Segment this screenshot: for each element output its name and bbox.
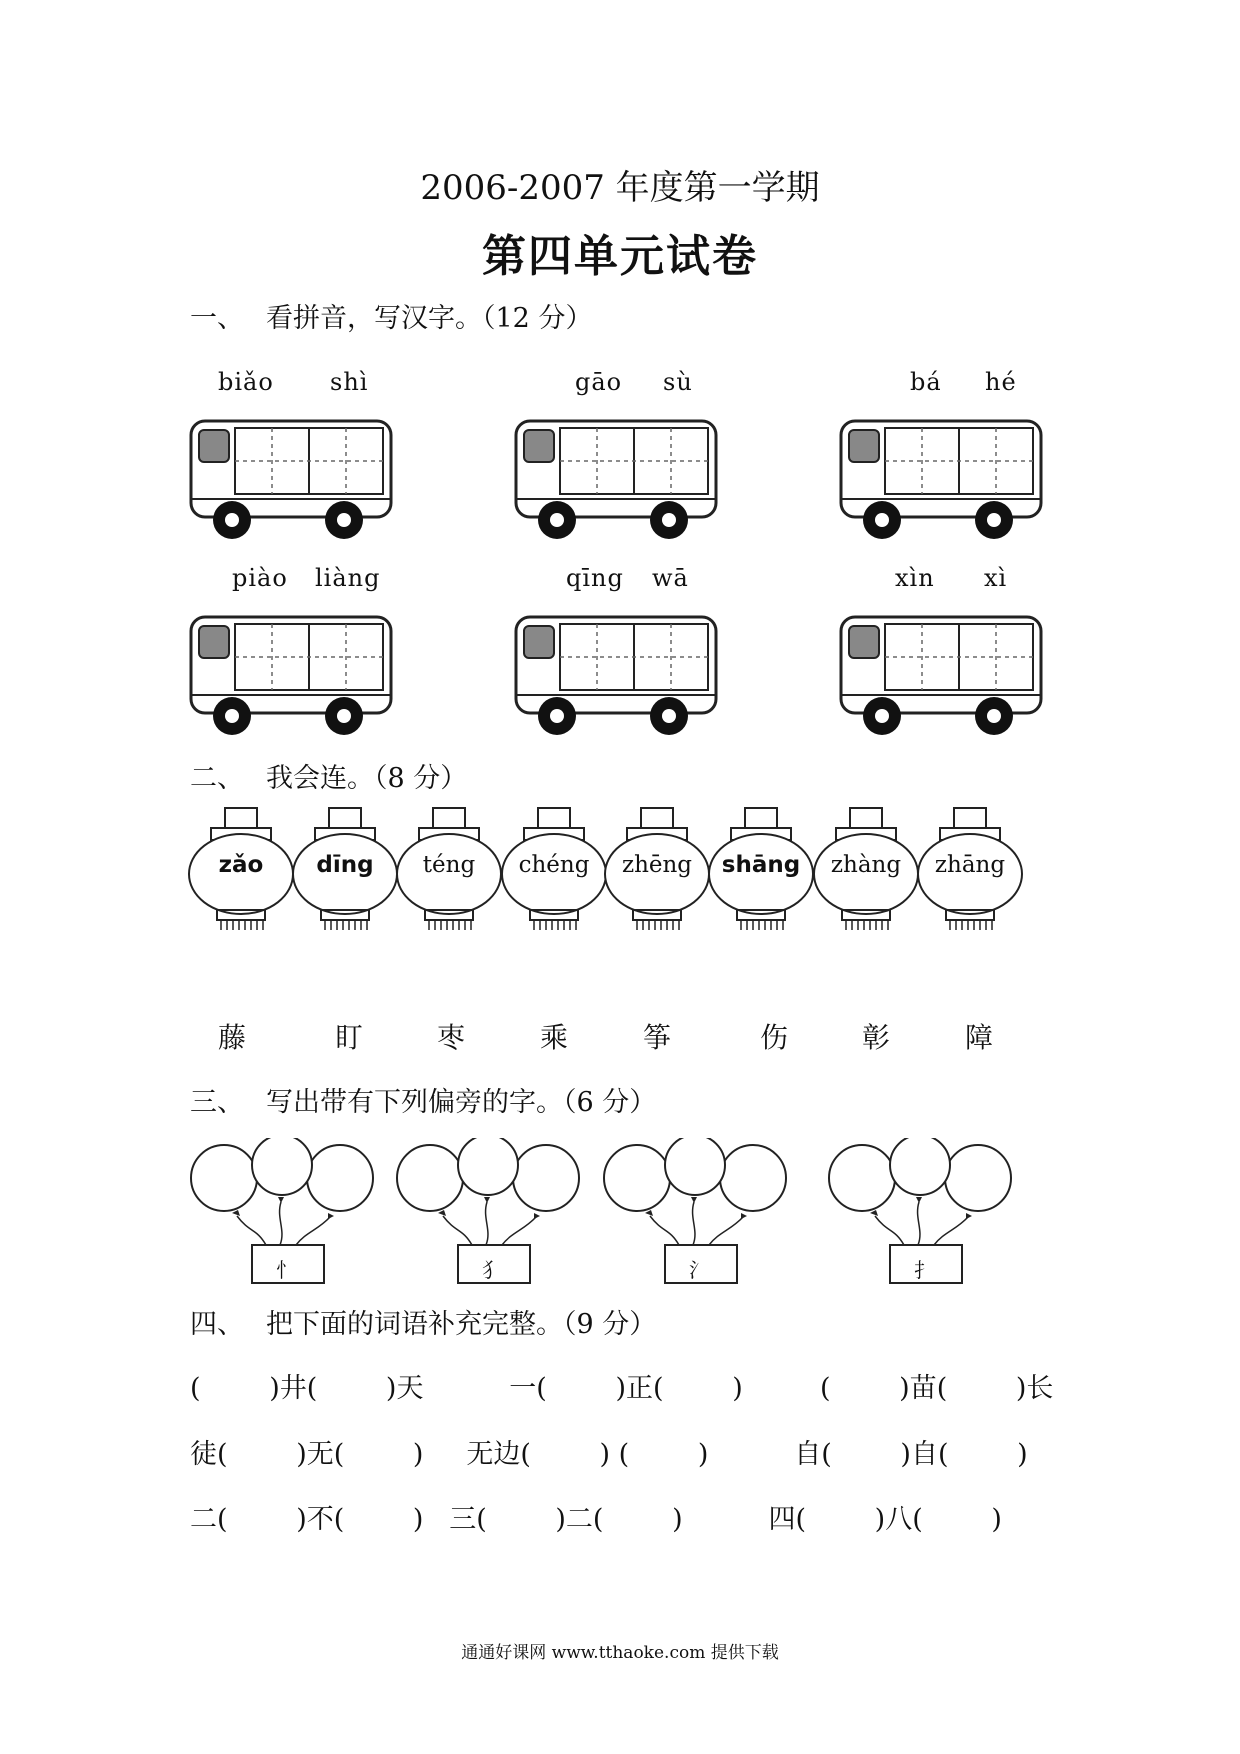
lantern-3[interactable] xyxy=(395,806,503,936)
pinyin-2b: sù xyxy=(663,368,693,396)
pinyin-1a: biǎo xyxy=(218,368,274,396)
lantern-pinyin: zhāng xyxy=(934,852,1006,878)
pinyin-5a: qīng xyxy=(566,564,624,592)
radical-label-1: 忄 xyxy=(276,1258,296,1282)
lantern-2[interactable] xyxy=(291,806,399,936)
lantern-pinyin: zǎo xyxy=(218,852,264,878)
fill-row-1[interactable]: ( )井( )天 一( )正( ) ( )苗( )长 xyxy=(190,1373,1054,1404)
lantern-1[interactable] xyxy=(187,806,295,936)
bus-writing-box-3[interactable] xyxy=(838,417,1048,545)
pinyin-2a: gāo xyxy=(575,368,623,396)
match-char-4[interactable]: 乘 xyxy=(540,1021,569,1054)
radical-label-2: 犭 xyxy=(482,1258,502,1282)
title-exam: 第四单元试卷 xyxy=(482,231,758,282)
pinyin-4a: piào xyxy=(232,564,288,592)
radical-label-3: 氵 xyxy=(689,1258,709,1282)
match-char-1[interactable]: 藤 xyxy=(218,1021,247,1054)
lantern-pinyin: téng xyxy=(422,852,476,878)
lantern-pinyin: shāng xyxy=(721,852,801,878)
lantern-7[interactable] xyxy=(812,806,920,936)
pinyin-1b: shì xyxy=(330,368,369,396)
section-number: 四、 xyxy=(190,1309,244,1340)
section-title: 把下面的词语补充完整。（9 分） xyxy=(266,1309,657,1340)
radical-label-4: 扌 xyxy=(914,1258,934,1282)
lantern-pinyin: zhēng xyxy=(621,852,693,878)
lantern-pinyin: dīng xyxy=(316,852,374,878)
lantern-pinyin: chéng xyxy=(518,852,590,878)
lantern-6[interactable] xyxy=(707,806,815,936)
section-number: 二、 xyxy=(190,763,244,794)
match-char-3[interactable]: 枣 xyxy=(437,1021,466,1054)
fill-row-3[interactable]: 二( )不( ) 三( )二( ) 四( )八( ) xyxy=(190,1504,1002,1535)
bus-writing-box-2[interactable] xyxy=(513,417,723,545)
bus-writing-box-6[interactable] xyxy=(838,613,1048,741)
bus-writing-box-1[interactable] xyxy=(188,417,398,545)
section-4-heading xyxy=(190,1302,656,1341)
match-char-8[interactable]: 障 xyxy=(965,1021,994,1054)
match-char-6[interactable]: 伤 xyxy=(760,1021,789,1054)
match-char-5[interactable]: 筝 xyxy=(643,1021,672,1054)
pinyin-3a: bá xyxy=(910,368,942,396)
lantern-4[interactable] xyxy=(500,806,608,936)
bus-writing-box-4[interactable] xyxy=(188,613,398,741)
section-title: 写出带有下列偏旁的字。（6 分） xyxy=(266,1087,657,1118)
title-term: 2006-2007 年度第一学期 xyxy=(420,168,820,208)
pinyin-3b: hé xyxy=(985,368,1017,396)
pinyin-6b: xì xyxy=(984,564,1008,592)
lantern-5[interactable] xyxy=(603,806,711,936)
bus-writing-box-5[interactable] xyxy=(513,613,723,741)
section-number: 三、 xyxy=(190,1087,244,1118)
match-char-7[interactable]: 彰 xyxy=(862,1021,891,1054)
pinyin-6a: xìn xyxy=(895,564,935,592)
footer-source: 通通好课网 www.tthaoke.com 提供下载 xyxy=(461,1643,779,1663)
match-char-2[interactable]: 盯 xyxy=(335,1021,364,1054)
fill-row-2[interactable]: 徒( )无( ) 无边( ) ( ) 自( )自( ) xyxy=(190,1439,1028,1470)
section-1-heading xyxy=(190,296,592,335)
lantern-8[interactable] xyxy=(916,806,1024,936)
section-number: 一、 xyxy=(190,303,244,334)
section-3-heading xyxy=(190,1080,656,1119)
pinyin-4b: liàng xyxy=(315,564,381,592)
section-title: 我会连。（8 分） xyxy=(266,763,468,794)
pinyin-5b: wā xyxy=(652,564,689,592)
section-2-heading xyxy=(190,756,467,795)
section-title: 看拼音，写汉字。（12 分） xyxy=(266,303,593,334)
lantern-pinyin: zhàng xyxy=(830,852,902,878)
